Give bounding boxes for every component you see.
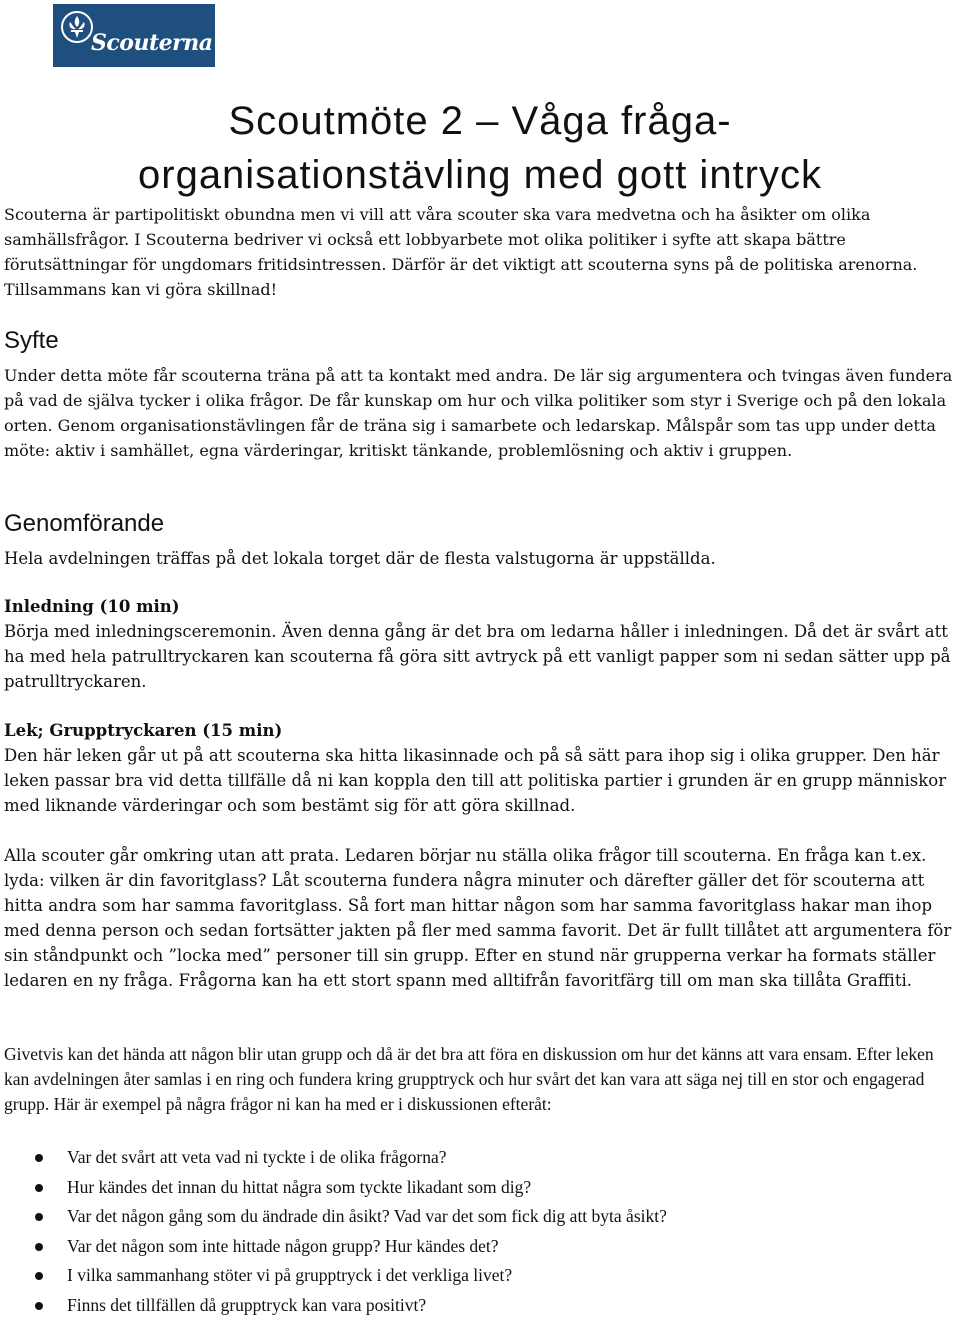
list-item: Finns det tillfällen då grupptryck kan vara positivt?	[0, 1291, 950, 1321]
inledning-paragraph: Börja med inledningsceremonin. Även denna gång är det bra om ledarna håller i inledningen. Då det är svårt att ha med hela patrulltryckaren kan scouterna få göra sitt avtryck på ett vanligt papper som ni sedan sätter upp på patrulltryckaren.	[4, 622, 951, 691]
list-item: Var det någon gång som du ändrade din åsikt? Vad var det som fick dig att byta åsikt?	[0, 1202, 950, 1232]
list-item: Hur kändes det innan du hittat några som tyckte likadant som dig?	[0, 1173, 950, 1203]
list-item: Var det svårt att veta vad ni tyckte i de olika frågorna?	[0, 1143, 950, 1173]
list-item: I vilka sammanhang stöter vi på grupptryck i det verkliga livet?	[0, 1261, 950, 1291]
discussion-questions-list	[0, 1143, 950, 1321]
title-line-1: Scoutmöte 2 – Våga fråga-	[228, 99, 732, 143]
page-title	[0, 94, 960, 202]
logo-text: Scouterna	[91, 30, 213, 56]
lek-paragraph-1: Den här leken går ut på att scouterna ska hitta likasinnade och på så sätt para ihop sig i olika grupper. Den här leken passar bra vid detta tillfälle då ni kan koppla den till att politiska partier i grunden är en grupp människor med liknande värderingar och som bestämt sig för att göra skillnad.	[4, 746, 947, 815]
list-item: Var det någon som inte hittade någon grupp? Hur kändes det?	[0, 1232, 950, 1262]
genomforande-paragraph: Hela avdelningen träffas på det lokala torget där de flesta valstugorna är uppställda.	[4, 549, 716, 568]
heading-genomforande: Genomförande	[4, 510, 165, 537]
scouterna-logo	[53, 4, 215, 67]
intro-paragraph: Scouterna är partipolitiskt obundna men vi vill att våra scouter ska vara medvetna och ha åsikter om olika samhällsfrågor. I Scouterna bedriver vi också ett lobbyarbete mot olika politiker i syfte att skapa bättre förutsättningar för ungdomars fritidsintressen. Därför är det viktigt att scouterna syns på de politiska arenorna. Tillsammans kan vi göra skillnad!	[4, 205, 918, 299]
heading-inledning: Inledning (10 min)	[4, 597, 180, 616]
heading-syfte: Syfte	[4, 327, 59, 354]
title-line-2: organisationstävling med gott intryck	[138, 153, 822, 197]
lek-paragraph-2: Alla scouter går omkring utan att prata. Ledaren börjar nu ställa olika frågor till scouterna. En fråga kan t.ex. lyda: vilken är din favoritglass? Låt scouterna fundera några minuter och därefter gäller det för scouterna att hitta andra som har samma favoritglass. Så fort man hittar någon som har samma favoritglass hakar man ihop med denna person och sedan fortsätter jakten på fler med samma favorit. Det är fullt tillåtet att argumentera för sin ståndpunkt och ”locka med” personer till sin grupp. Efter en stund när grupperna verkar ha formats ställer ledaren en ny fråga. Frågorna kan ha ett stort spann med alltifrån favoritfärg till om man ska tillåta Graffiti.	[4, 846, 952, 990]
heading-lek: Lek; Grupptryckaren (15 min)	[4, 721, 283, 740]
fleur-de-lis-icon	[60, 10, 94, 44]
lek-paragraph-3: Givetvis kan det hända att någon blir utan grupp och då är det bra att föra en diskussion om hur det känns att vara ensam. Efter leken kan avdelningen åter samlas i en ring och fundera kring grupptryck och hur svårt det kan vara att säga nej till en stor och engagerad grupp. Här är exempel på några frågor ni kan ha med er i diskussionen efteråt:	[4, 1044, 934, 1114]
syfte-paragraph: Under detta möte får scouterna träna på att ta kontakt med andra. De lär sig argumentera och tvingas även fundera på vad de själva tycker i olika frågor. De får kunskap om hur och vilka politiker som styr i Sverige och på den lokala orten. Genom organisationstävlingen får de träna sig i samarbete och ledarskap. Målspår som tas upp under detta möte: aktiv i samhället, egna värderingar, kritiskt tänkande, problemlösning och aktiv i gruppen.	[4, 366, 953, 460]
